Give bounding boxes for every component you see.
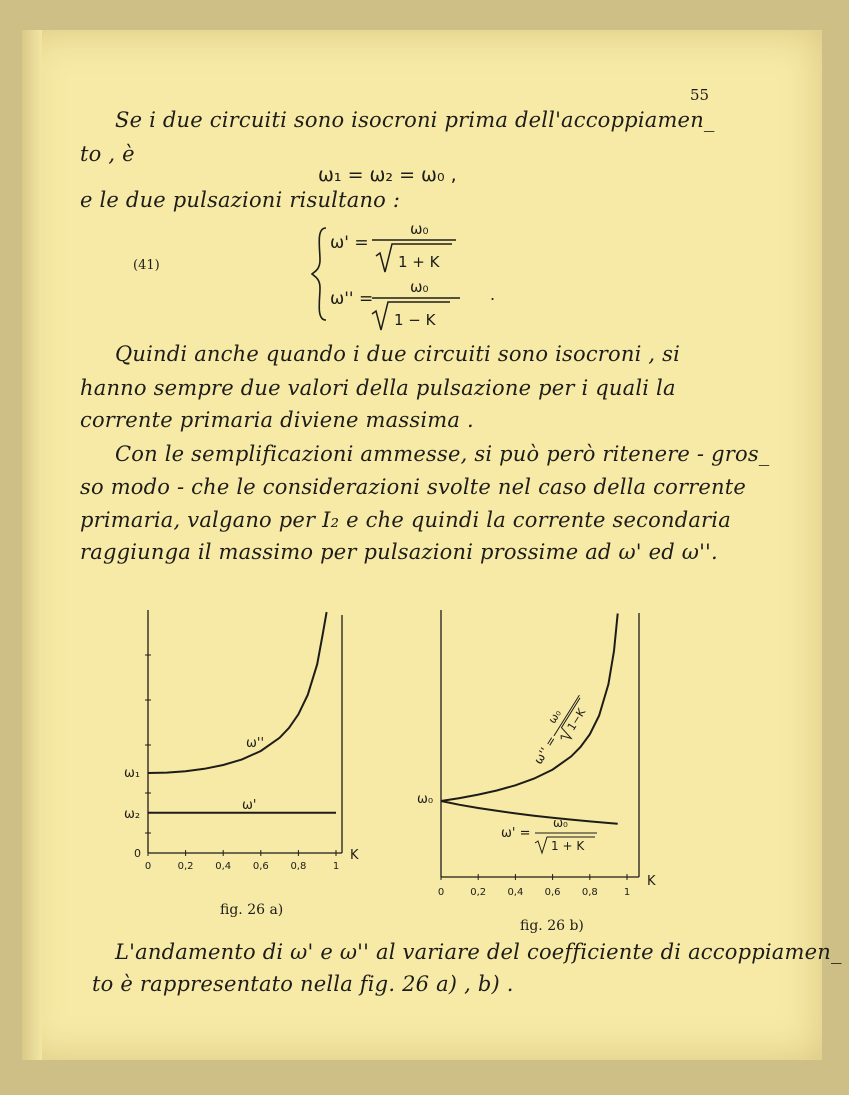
para3-line3: primaria, valgano per I₂ e che quindi la corrente secondaria: [80, 508, 731, 532]
para3-line2: so modo - che le considerazioni svolte nel caso della corrente: [80, 475, 747, 499]
page-number: 55: [690, 86, 710, 104]
series-label-omega-double: ω'': [246, 736, 265, 751]
x-axis-label: K: [350, 848, 359, 863]
x-tick-label: 0,6: [544, 887, 561, 898]
caption-26a: fig. 26 a): [220, 902, 284, 918]
x-axis-label: K: [647, 874, 656, 889]
x-tick-label: 0,4: [215, 861, 232, 872]
curve-omega-double: [441, 614, 618, 802]
figure-26a: [110, 605, 370, 895]
x-tick-label: 0: [144, 861, 152, 872]
y-tick-label-omega1: ω₁: [124, 766, 141, 781]
para1-line1: Se i due circuiti sono isocroni prima dell'accoppiamen_: [115, 108, 715, 132]
y-tick-label-omega2: ω₂: [124, 807, 141, 822]
para4-line2: to è rappresentato nella fig. 26 a) , b) .: [92, 972, 514, 996]
label-numerator: ω₀: [553, 816, 568, 830]
para2-line2: hanno sempre due valori della pulsazione per i quali la: [80, 376, 676, 400]
radicand-2: 1 − K: [394, 311, 436, 329]
x-tick-label: 1: [332, 861, 340, 872]
x-tick-label: 0,2: [470, 887, 487, 898]
equation-41: [310, 220, 520, 340]
svg-text:ω' =: ω' =: [501, 826, 531, 841]
label-numerator: ω₀: [545, 707, 564, 726]
para2-line3: corrente primaria diviene massima .: [80, 408, 474, 432]
x-tick-label: 0,6: [252, 861, 269, 872]
curve-omega-double: [148, 612, 327, 773]
x-tick-label: 0: [437, 887, 445, 898]
curve-omega-prime: [441, 801, 618, 824]
svg-text:ω'' =: ω'' =: [531, 733, 560, 767]
x-tick-label: 1: [623, 887, 631, 898]
x-tick-label: 0,2: [177, 861, 194, 872]
y-tick-label-zero: 0: [134, 847, 141, 860]
radicand-1: 1 + K: [398, 253, 440, 271]
label-omega-double-formula: [523, 687, 593, 772]
para1-line2: to , è: [80, 142, 135, 166]
equation-end-dot: .: [490, 285, 496, 304]
equation-label: (41): [133, 258, 160, 273]
x-tick-label: 0,4: [507, 887, 524, 898]
caption-26b: fig. 26 b): [520, 918, 584, 934]
para2-line1: Quindi anche quando i due circuiti sono isocroni , si: [115, 342, 681, 366]
x-tick-label: 0,8: [581, 887, 598, 898]
label-radicand: 1−K: [564, 706, 589, 733]
figure-26b: [415, 605, 675, 915]
x-tick-label: 0,8: [290, 861, 307, 872]
numerator-2: ω₀: [410, 278, 429, 296]
equation-isochronous: ω₁ = ω₂ = ω₀ ,: [318, 164, 457, 186]
label-radicand: 1 + K: [551, 839, 585, 853]
para4-line1: L'andamento di ω' e ω'' al variare del coefficiente di accoppiamen_: [115, 940, 842, 964]
para3-line1: Con le semplificazioni ammesse, si può però ritenere - gros_: [115, 442, 770, 466]
omega-double-label: ω'' =: [330, 289, 374, 309]
omega-prime-label: ω' =: [330, 233, 369, 253]
series-label-omega-prime: ω': [242, 798, 257, 813]
para3-line4: raggiunga il massimo per pulsazioni prossime ad ω' ed ω''.: [80, 540, 718, 564]
page-spine: [22, 30, 42, 1060]
numerator-1: ω₀: [410, 220, 429, 238]
para1-line3: e le due pulsazioni risultano :: [80, 188, 401, 212]
brace-icon: [312, 228, 326, 320]
y-tick-label-omega0: ω₀: [417, 792, 434, 807]
